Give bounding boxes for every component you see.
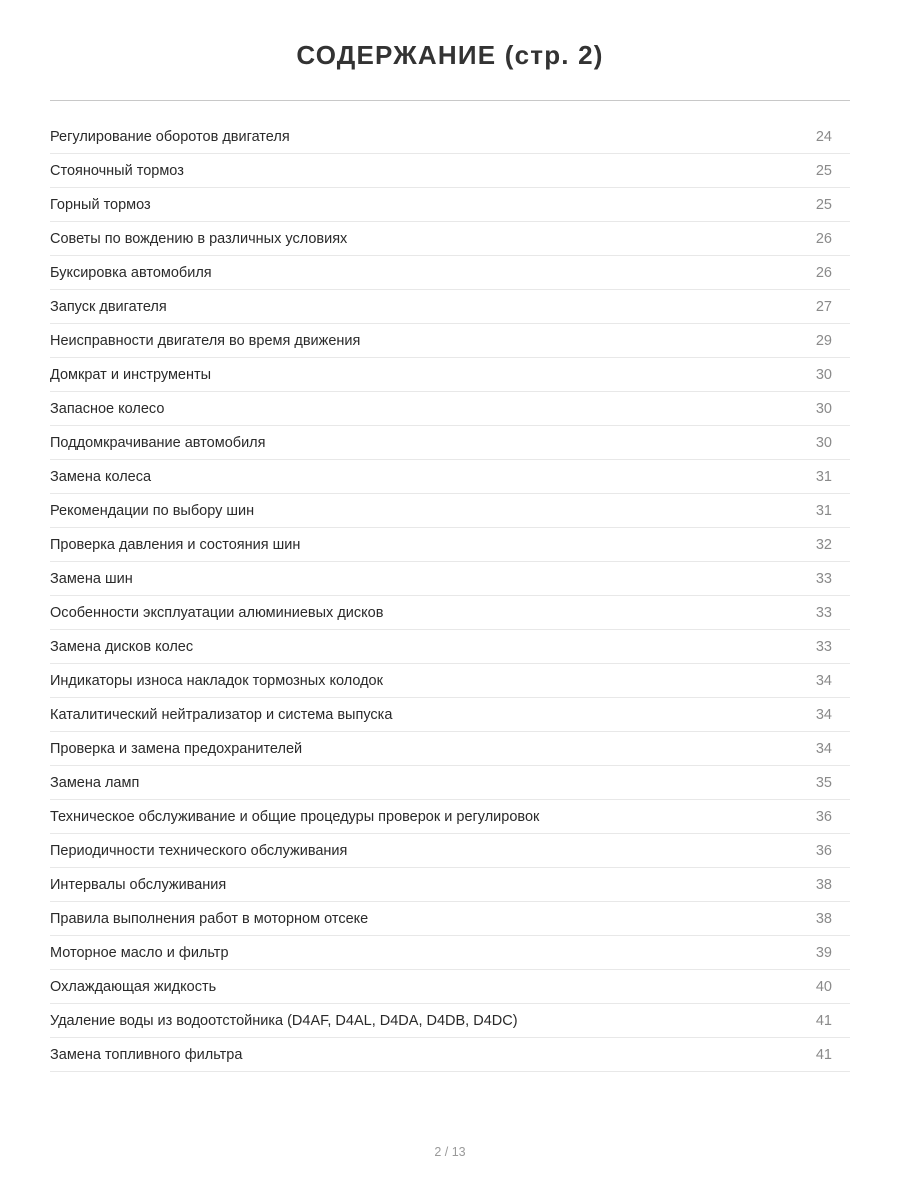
toc-row[interactable] [50, 664, 850, 698]
toc-entry-page-number: 25 [815, 197, 832, 213]
toc-entry-title: Замена топливного фильтра [50, 1047, 243, 1063]
toc-entry-title: Замена дисков колес [50, 639, 194, 655]
toc-entry-page-number: 33 [815, 571, 832, 587]
toc-row[interactable] [50, 188, 850, 222]
toc-entry-title: Запасное колесо [50, 401, 165, 417]
toc-row[interactable] [50, 766, 850, 800]
toc-row[interactable] [50, 392, 850, 426]
toc-row[interactable] [50, 256, 850, 290]
toc-entry-page-number: 34 [815, 673, 832, 689]
toc-row[interactable] [50, 460, 850, 494]
toc-row[interactable] [50, 936, 850, 970]
toc-entry-page-number: 33 [815, 639, 832, 655]
toc-row[interactable] [50, 800, 850, 834]
toc-entry-title: Замена шин [50, 571, 133, 587]
toc-entry-title: Рекомендации по выбору шин [50, 503, 255, 519]
toc-entry-page-number: 31 [815, 503, 832, 519]
toc-entry-page-number: 30 [815, 401, 832, 417]
toc-entry-page-number: 38 [815, 877, 832, 893]
toc-entry-page-number: 32 [815, 537, 832, 553]
toc-entry-page-number: 33 [815, 605, 832, 621]
toc-entry-title: Замена колеса [50, 469, 152, 485]
toc-row[interactable] [50, 868, 850, 902]
toc-entry-page-number: 35 [815, 775, 832, 791]
toc-entry-title: Запуск двигателя [50, 299, 167, 315]
toc-entry-title: Регулирование оборотов двигателя [50, 129, 290, 145]
toc-entry-page-number: 34 [815, 741, 832, 757]
toc-entry-page-number: 38 [815, 911, 832, 927]
toc-entry-page-number: 39 [815, 945, 832, 961]
toc-entry-title: Интервалы обслуживания [50, 877, 227, 893]
toc-entry-title: Поддомкрачивание автомобиля [50, 435, 266, 451]
toc-entry-page-number: 31 [815, 469, 832, 485]
toc-entry-title: Неисправности двигателя во время движения [50, 333, 361, 349]
toc-entry-page-number: 36 [815, 843, 832, 859]
toc-entry-title: Горный тормоз [50, 197, 151, 213]
toc-entry-title: Советы по вождению в различных условиях [50, 231, 348, 247]
toc-row[interactable] [50, 834, 850, 868]
toc-entry-title: Удаление воды из водоотстойника (D4AF, D4AL, D4DA, D4DB, D4DC) [50, 1013, 518, 1029]
toc-row[interactable] [50, 324, 850, 358]
toc-entry-title: Стояночный тормоз [50, 163, 184, 179]
toc-row[interactable] [50, 358, 850, 392]
toc-row[interactable] [50, 290, 850, 324]
toc-row[interactable] [50, 528, 850, 562]
toc-row[interactable] [50, 120, 850, 154]
page-footer: 2 / 13 [434, 1145, 466, 1159]
toc-entry-page-number: 25 [815, 163, 832, 179]
toc-entry-page-number: 27 [815, 299, 832, 315]
toc-entry-page-number: 30 [815, 435, 832, 451]
toc-entry-page-number: 26 [815, 265, 832, 281]
toc-entry-page-number: 24 [815, 129, 832, 145]
toc-row[interactable] [50, 562, 850, 596]
toc-entry-title: Проверка давления и состояния шин [50, 537, 301, 553]
toc-row[interactable] [50, 154, 850, 188]
toc-entry-page-number: 41 [815, 1047, 832, 1063]
toc-entry-title: Моторное масло и фильтр [50, 945, 229, 961]
toc-entry-title: Индикаторы износа накладок тормозных колодок [50, 673, 383, 689]
toc-entry-title: Каталитический нейтрализатор и система выпуска [50, 707, 393, 723]
header-divider [50, 100, 850, 101]
toc-row[interactable] [50, 970, 850, 1004]
toc-entry-page-number: 41 [815, 1013, 832, 1029]
toc-entry-title: Правила выполнения работ в моторном отсеке [50, 911, 369, 927]
page-title: СОДЕРЖАНИЕ (стр. 2) [296, 40, 604, 70]
table-of-contents-list [50, 120, 850, 1072]
toc-row[interactable] [50, 732, 850, 766]
toc-entry-title: Техническое обслуживание и общие процедуры проверок и регулировок [50, 809, 540, 825]
toc-row[interactable] [50, 902, 850, 936]
toc-entry-page-number: 26 [815, 231, 832, 247]
toc-row[interactable] [50, 698, 850, 732]
toc-entry-page-number: 29 [815, 333, 832, 349]
toc-entry-title: Замена ламп [50, 775, 140, 791]
toc-row[interactable] [50, 426, 850, 460]
toc-entry-title: Особенности эксплуатации алюминиевых дисков [50, 605, 384, 621]
toc-entry-title: Периодичности технического обслуживания [50, 843, 348, 859]
toc-entry-page-number: 36 [815, 809, 832, 825]
toc-row[interactable] [50, 630, 850, 664]
toc-entry-title: Проверка и замена предохранителей [50, 741, 303, 757]
toc-row[interactable] [50, 596, 850, 630]
toc-entry-page-number: 30 [815, 367, 832, 383]
toc-entry-page-number: 34 [815, 707, 832, 723]
toc-row[interactable] [50, 1038, 850, 1072]
toc-entry-page-number: 40 [815, 979, 832, 995]
toc-entry-title: Домкрат и инструменты [50, 367, 212, 383]
toc-entry-title: Охлаждающая жидкость [50, 979, 217, 995]
toc-row[interactable] [50, 1004, 850, 1038]
toc-row[interactable] [50, 494, 850, 528]
toc-entry-title: Буксировка автомобиля [50, 265, 212, 281]
toc-row[interactable] [50, 222, 850, 256]
